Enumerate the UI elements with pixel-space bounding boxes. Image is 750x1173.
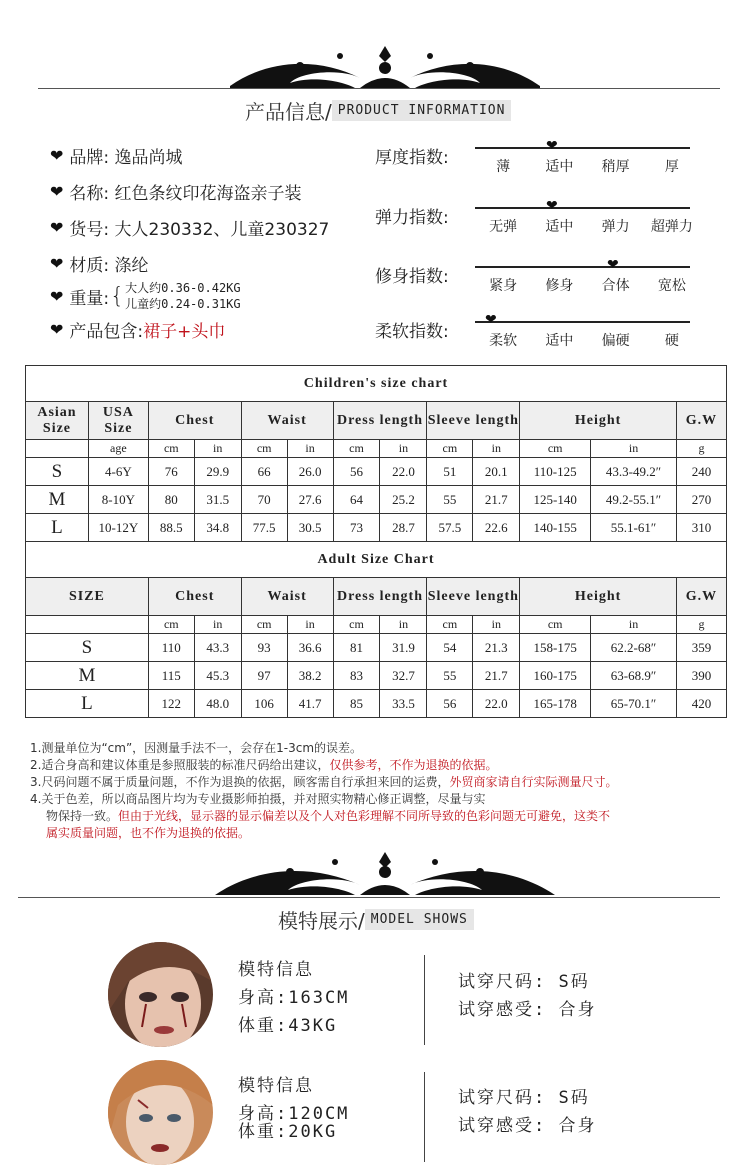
- index-label: 柔软指数:: [375, 322, 449, 342]
- model-section-header: [278, 905, 474, 934]
- table-cell: 43.3: [194, 634, 241, 662]
- table-cell: L: [26, 690, 149, 718]
- table-cell: 51: [427, 458, 473, 486]
- index-options: [475, 216, 700, 236]
- table-cell: 33.5: [380, 690, 427, 718]
- index-option: 合体: [601, 278, 630, 294]
- table-cell: 22.6: [473, 514, 520, 542]
- heart-icon: ❤: [50, 254, 64, 273]
- index-option: 超弹力: [650, 219, 693, 235]
- index-option: 紧身: [489, 278, 518, 294]
- notes-block: 1.测量单位为“cm”，因测量手法不一，会存在1-3cm的误差。 2.适合身高和建议体重是参照服装的标准尺码给出建议，仅供参考，不作为退换的依据。 3.尺码问题不属于质量问题，不作为退换的依据，顾客需自行承担来回的运费，外贸商家请自行实际测量尺寸。 4.关于色差，所以商品图片均为专业摄影师拍摄，并对照实物精心修正调整，尽量与实 物保持一致。但由于光线，显示器的显示偏差以及个人对色彩理解不同所导致的色彩问题无可避免，这类不 属实质量问题，也不作为退换的依据。: [30, 740, 745, 842]
- note-3: 3.尺码问题不属于质量问题，不作为退换的依据，顾客需自行承担来回的运费，外贸商家请自行实际测量尺寸。: [30, 775, 618, 789]
- table-cell: 70: [241, 486, 287, 514]
- table-cell: 97: [241, 662, 287, 690]
- index-option: 厚: [664, 159, 679, 175]
- index-option: 宽松: [657, 278, 686, 294]
- children-chart-title: Children's size chart: [26, 366, 727, 402]
- index-option: 适中: [545, 159, 574, 175]
- index-option: 适中: [545, 333, 574, 349]
- model-2-divider: [424, 1072, 425, 1162]
- table-cell: 22.0: [473, 690, 520, 718]
- table-cell: 43.3-49.2″: [591, 458, 677, 486]
- index-scale-bar: [475, 266, 690, 268]
- table-cell: 158-175: [520, 634, 591, 662]
- index-option: 修身: [545, 278, 574, 294]
- index-marker-heart-icon: ❤: [485, 312, 497, 328]
- table-cell: 140-155: [520, 514, 591, 542]
- table-cell: 56: [333, 458, 380, 486]
- table-cell: 48.0: [194, 690, 241, 718]
- model-photo-child: [108, 1060, 213, 1165]
- table-cell: 26.0: [287, 458, 333, 486]
- ornament-divider-top: [0, 38, 750, 98]
- index-option: 薄: [496, 159, 511, 175]
- table-cell: 115: [148, 662, 194, 690]
- table-row: [26, 662, 727, 690]
- model-1-info: 模特信息 身高:163CM 体重:43KG: [238, 960, 350, 1036]
- index-options: [475, 330, 700, 350]
- table-cell: 81: [333, 634, 380, 662]
- table-cell: 31.9: [380, 634, 427, 662]
- index-scale-bar: [475, 321, 690, 323]
- table-cell: 21.7: [473, 486, 520, 514]
- info-package: ❤ 产品包含: 裙子+头巾: [50, 320, 226, 342]
- table-cell: 21.3: [473, 634, 520, 662]
- heart-icon: ❤: [50, 182, 64, 201]
- table-cell: 125-140: [520, 486, 591, 514]
- table-cell: 122: [148, 690, 194, 718]
- table-cell: 8-10Y: [88, 486, 148, 514]
- heart-icon: ❤: [50, 146, 64, 165]
- table-cell: 49.2-55.1″: [591, 486, 677, 514]
- table-cell: 65-70.1″: [591, 690, 677, 718]
- table-cell: 110: [148, 634, 194, 662]
- table-cell: 4-6Y: [88, 458, 148, 486]
- index-scale-bar: [475, 207, 690, 209]
- index-option: 无弹: [489, 219, 518, 235]
- table-row: [26, 634, 727, 662]
- table-row: [26, 458, 727, 486]
- table-cell: 359: [676, 634, 726, 662]
- table-cell: 88.5: [148, 514, 194, 542]
- table-cell: 55: [427, 662, 473, 690]
- info-brand: ❤ 品牌: 逸品尚城: [50, 146, 183, 168]
- table-cell: 63-68.9″: [591, 662, 677, 690]
- product-section-header: [245, 96, 511, 125]
- table-cell: 106: [241, 690, 287, 718]
- table-cell: 76: [148, 458, 194, 486]
- table-cell: 34.8: [194, 514, 241, 542]
- heart-icon: ❤: [50, 320, 64, 339]
- model-2-info: 模特信息 身高:120CM 体重:20KG: [238, 1076, 350, 1142]
- index-option: 适中: [545, 219, 574, 235]
- table-row: [26, 690, 727, 718]
- table-cell: 38.2: [287, 662, 333, 690]
- table-cell: L: [26, 514, 89, 542]
- table-cell: M: [26, 662, 149, 690]
- brace: {: [110, 283, 125, 309]
- table-cell: 30.5: [287, 514, 333, 542]
- table-cell: 73: [333, 514, 380, 542]
- table-row: [26, 486, 727, 514]
- note-2: 2.适合身高和建议体重是参照服装的标准尺码给出建议，仅供参考，不作为退换的依据。: [30, 758, 498, 772]
- info-sku: ❤ 货号: 大人230332、儿童230327: [50, 218, 330, 240]
- table-cell: 31.5: [194, 486, 241, 514]
- divider-line-top: [38, 88, 720, 89]
- table-cell: 66: [241, 458, 287, 486]
- info-material: ❤ 材质: 涤纶: [50, 254, 149, 276]
- info-weight: ❤ 重量: { 大人约0.36-0.42KG 儿童约0.24-0.31KG: [50, 281, 241, 311]
- table-cell: 270: [676, 486, 726, 514]
- table-cell: 45.3: [194, 662, 241, 690]
- table-cell: 21.7: [473, 662, 520, 690]
- table-cell: 77.5: [241, 514, 287, 542]
- info-name: ❤ 名称: 红色条纹印花海盗亲子装: [50, 182, 302, 204]
- table-cell: 165-178: [520, 690, 591, 718]
- table-cell: 93: [241, 634, 287, 662]
- model-2-fit: 试穿尺码: S码 试穿感受: 合身: [458, 1088, 597, 1136]
- table-cell: 160-175: [520, 662, 591, 690]
- model-section-subtitle: MODEL SHOWS: [365, 909, 474, 930]
- model-1-fit: 试穿尺码: S码 试穿感受: 合身: [458, 972, 597, 1020]
- index-label: 修身指数:: [375, 267, 449, 287]
- index-scale-bar: [475, 147, 690, 149]
- model-1-divider: [424, 955, 425, 1045]
- table-cell: 85: [333, 690, 380, 718]
- index-marker-heart-icon: ❤: [546, 198, 558, 214]
- note-4: 4.关于色差，所以商品图片均为专业摄影师拍摄，并对照实物精心修正调整，尽量与实: [30, 792, 486, 806]
- table-cell: 56: [427, 690, 473, 718]
- table-row: [26, 514, 727, 542]
- table-cell: 22.0: [380, 458, 427, 486]
- index-label: 弹力指数:: [375, 208, 449, 228]
- table-cell: 310: [676, 514, 726, 542]
- table-cell: 420: [676, 690, 726, 718]
- product-section-title: 产品信息/: [245, 100, 332, 124]
- index-option: 柔软: [489, 333, 518, 349]
- table-cell: 25.2: [380, 486, 427, 514]
- ornament-divider-bottom: [0, 840, 750, 900]
- table-cell: 55: [427, 486, 473, 514]
- table-cell: M: [26, 486, 89, 514]
- index-option: 偏硬: [601, 333, 630, 349]
- table-cell: 240: [676, 458, 726, 486]
- table-cell: 29.9: [194, 458, 241, 486]
- table-cell: 54: [427, 634, 473, 662]
- model-photo-adult: [108, 942, 213, 1047]
- table-cell: 27.6: [287, 486, 333, 514]
- table-cell: 10-12Y: [88, 514, 148, 542]
- table-cell: 80: [148, 486, 194, 514]
- model-section-title: 模特展示/: [278, 909, 365, 933]
- table-cell: 64: [333, 486, 380, 514]
- table-cell: 83: [333, 662, 380, 690]
- note-1: 1.测量单位为“cm”，因测量手法不一，会存在1-3cm的误差。: [30, 741, 363, 755]
- product-section-subtitle: PRODUCT INFORMATION: [332, 100, 512, 121]
- index-label: 厚度指数:: [375, 148, 449, 168]
- heart-icon: ❤: [50, 218, 64, 237]
- table-cell: 32.7: [380, 662, 427, 690]
- table-cell: 57.5: [427, 514, 473, 542]
- table-cell: S: [26, 634, 149, 662]
- index-marker-heart-icon: ❤: [546, 138, 558, 154]
- divider-line-bottom: [18, 897, 720, 898]
- table-cell: 41.7: [287, 690, 333, 718]
- table-cell: 28.7: [380, 514, 427, 542]
- children-size-chart: Children's size chart Asian Size USA Size Chest Waist Dress length Sleeve length Height G.W age cm in cm in cm in cm in cm in g S 4-6Y 76 29.9 66 26.0 56 22.0 51 20.1 110-125 43.3-49.2″ 240 M 8-10Y 80 31.5 70 27.6 64 25.2 55 21.7 125-140 49.2-55.1″ 270 L 10-12Y 88.5 34.8 77.5 30.5 73 28.7 57.5 22.6 140-155 55.1-61″ 310 Adult Size Chart SIZE Chest Waist Dress length Sleeve length Height G.W cm in cm in cm in cm in cm in g S 110 43.3 93 36.6 81 31.9 54 21.3 158-175 62.2-68″ 359 M 115 45.3 97 38.2 83 32.7 55 21.7 160-175 63-68.9″ 390 L 122 48.0 106 41.7 85 33.5 56 22.0 165-178 65-70.1″ 420: [25, 365, 727, 718]
- index-options: [475, 275, 700, 295]
- table-cell: 55.1-61″: [591, 514, 677, 542]
- index-option: 硬: [664, 333, 679, 349]
- table-cell: 62.2-68″: [591, 634, 677, 662]
- index-option: 弹力: [601, 219, 630, 235]
- table-cell: 20.1: [473, 458, 520, 486]
- table-cell: 110-125: [520, 458, 591, 486]
- adult-chart-title: Adult Size Chart: [26, 542, 727, 578]
- table-cell: 36.6: [287, 634, 333, 662]
- table-cell: 390: [676, 662, 726, 690]
- index-option: 稍厚: [601, 159, 630, 175]
- table-cell: S: [26, 458, 89, 486]
- index-marker-heart-icon: ❤: [607, 257, 619, 273]
- index-options: [475, 156, 700, 176]
- heart-icon: ❤: [50, 286, 64, 306]
